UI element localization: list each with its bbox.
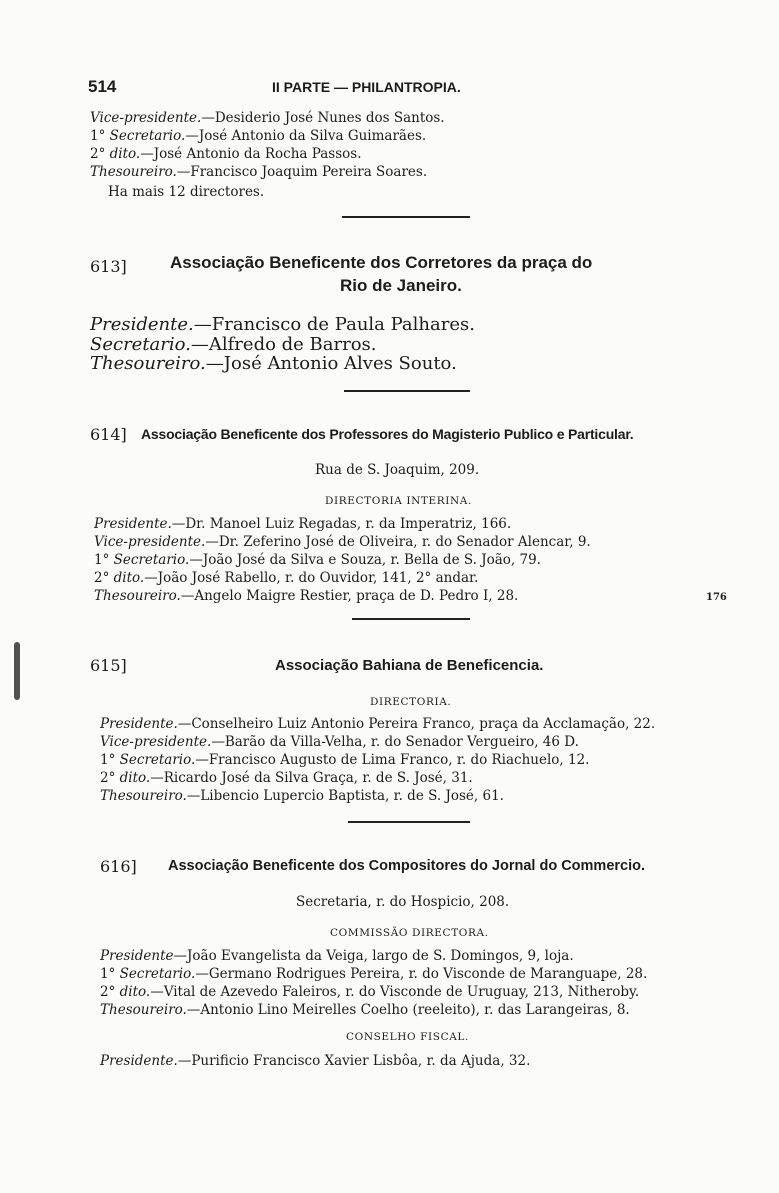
- officer-line: 1° Secretario.—João José da Silva e Souza, r. Bella de S. João, 79.: [94, 552, 541, 568]
- officer-line: Presidente.—Conselheiro Luiz Antonio Pereira Franco, praça da Acclamação, 22.: [100, 716, 656, 732]
- officer-line: 1° Secretario.—José Antonio da Silva Guimarães.: [90, 128, 427, 144]
- officer-line: 2° dito.—João José Rabello, r. do Ouvidor, 141, 2° andar.: [94, 570, 479, 586]
- officer-line: Vice-presidente.—Dr. Zeferino José de Oliveira, r. do Senador Alencar, 9.: [94, 534, 591, 550]
- section-heading: DIRECTORIA INTERINA.: [325, 495, 472, 507]
- binding-shadow: [14, 642, 20, 700]
- officer-line: Presidente.—Dr. Manoel Luiz Regadas, r. da Imperatriz, 166.: [94, 516, 512, 532]
- entry-address: Secretaria, r. do Hospicio, 208.: [296, 894, 510, 910]
- officer-line: Vice-presidente.—Barão da Villa-Velha, r. do Senador Vergueiro, 46 D.: [100, 734, 579, 750]
- directors-note: Ha mais 12 directores.: [108, 184, 265, 200]
- entry-number: 613]: [90, 257, 127, 276]
- officer-line: Thesoureiro.—José Antonio Alves Souto.: [90, 353, 457, 374]
- officer-line: Vice-presidente.—Desiderio José Nunes dos Santos.: [90, 110, 445, 126]
- officer-line: Presidente—João Evangelista da Veiga, largo de S. Domingos, 9, loja.: [100, 948, 574, 964]
- section-heading: CONSELHO FISCAL.: [346, 1031, 469, 1043]
- entry-title: Associação Beneficente dos Corretores da praça do: [170, 253, 593, 272]
- entry-address: Rua de S. Joaquim, 209.: [315, 462, 480, 478]
- officer-line: 1° Secretario.—Germano Rodrigues Pereira, r. do Visconde de Maranguape, 28.: [100, 966, 648, 982]
- page-number: 514: [88, 77, 117, 96]
- entry-number: 616]: [100, 857, 137, 876]
- entry-number: 614]: [90, 425, 127, 444]
- running-title: II PARTE — PHILANTROPIA.: [272, 79, 461, 95]
- entry-title-cont: Rio de Janeiro.: [340, 276, 462, 295]
- officer-line: 2° dito.—Vital de Azevedo Faleiros, r. do Visconde de Uruguay, 213, Nitheroby.: [100, 984, 640, 1000]
- margin-number: 176: [706, 592, 727, 603]
- officer-line: 2° dito.—Ricardo José da Silva Graça, r. de S. José, 31.: [100, 770, 473, 786]
- officer-line: Thesoureiro.—Francisco Joaquim Pereira Soares.: [90, 164, 428, 180]
- officer-line: Presidente.—Francisco de Paula Palhares.: [90, 314, 475, 335]
- officer-line: 2° dito.—José Antonio da Rocha Passos.: [90, 146, 362, 162]
- divider: [342, 216, 470, 218]
- officer-line: Thesoureiro.—Libencio Lupercio Baptista, r. de S. José, 61.: [100, 788, 504, 804]
- officer-line: Thesoureiro.—Antonio Lino Meirelles Coelho (reeleito), r. das Larangeiras, 8.: [100, 1002, 630, 1018]
- officer-line: Secretario.—Alfredo de Barros.: [90, 334, 377, 355]
- entry-number: 615]: [90, 656, 127, 675]
- officer-line: Presidente.—Purificio Francisco Xavier Lisbôa, r. da Ajuda, 32.: [100, 1053, 531, 1069]
- entry-title: Associação Bahiana de Beneficencia.: [275, 657, 544, 674]
- officer-line: 1° Secretario.—Francisco Augusto de Lima Franco, r. do Riachuelo, 12.: [100, 752, 590, 768]
- entry-title: Associação Beneficente dos Compositores do Jornal do Commercio.: [168, 858, 645, 874]
- section-heading: COMMISSÃO DIRECTORA.: [330, 927, 489, 939]
- divider: [344, 390, 470, 392]
- entry-title: Associação Beneficente dos Professores do Magisterio Publico e Particular.: [141, 426, 634, 442]
- divider: [348, 821, 470, 823]
- officer-line: Thesoureiro.—Angelo Maigre Restier, praça de D. Pedro I, 28.: [94, 588, 519, 604]
- divider: [352, 618, 470, 620]
- section-heading: DIRECTORIA.: [370, 696, 452, 708]
